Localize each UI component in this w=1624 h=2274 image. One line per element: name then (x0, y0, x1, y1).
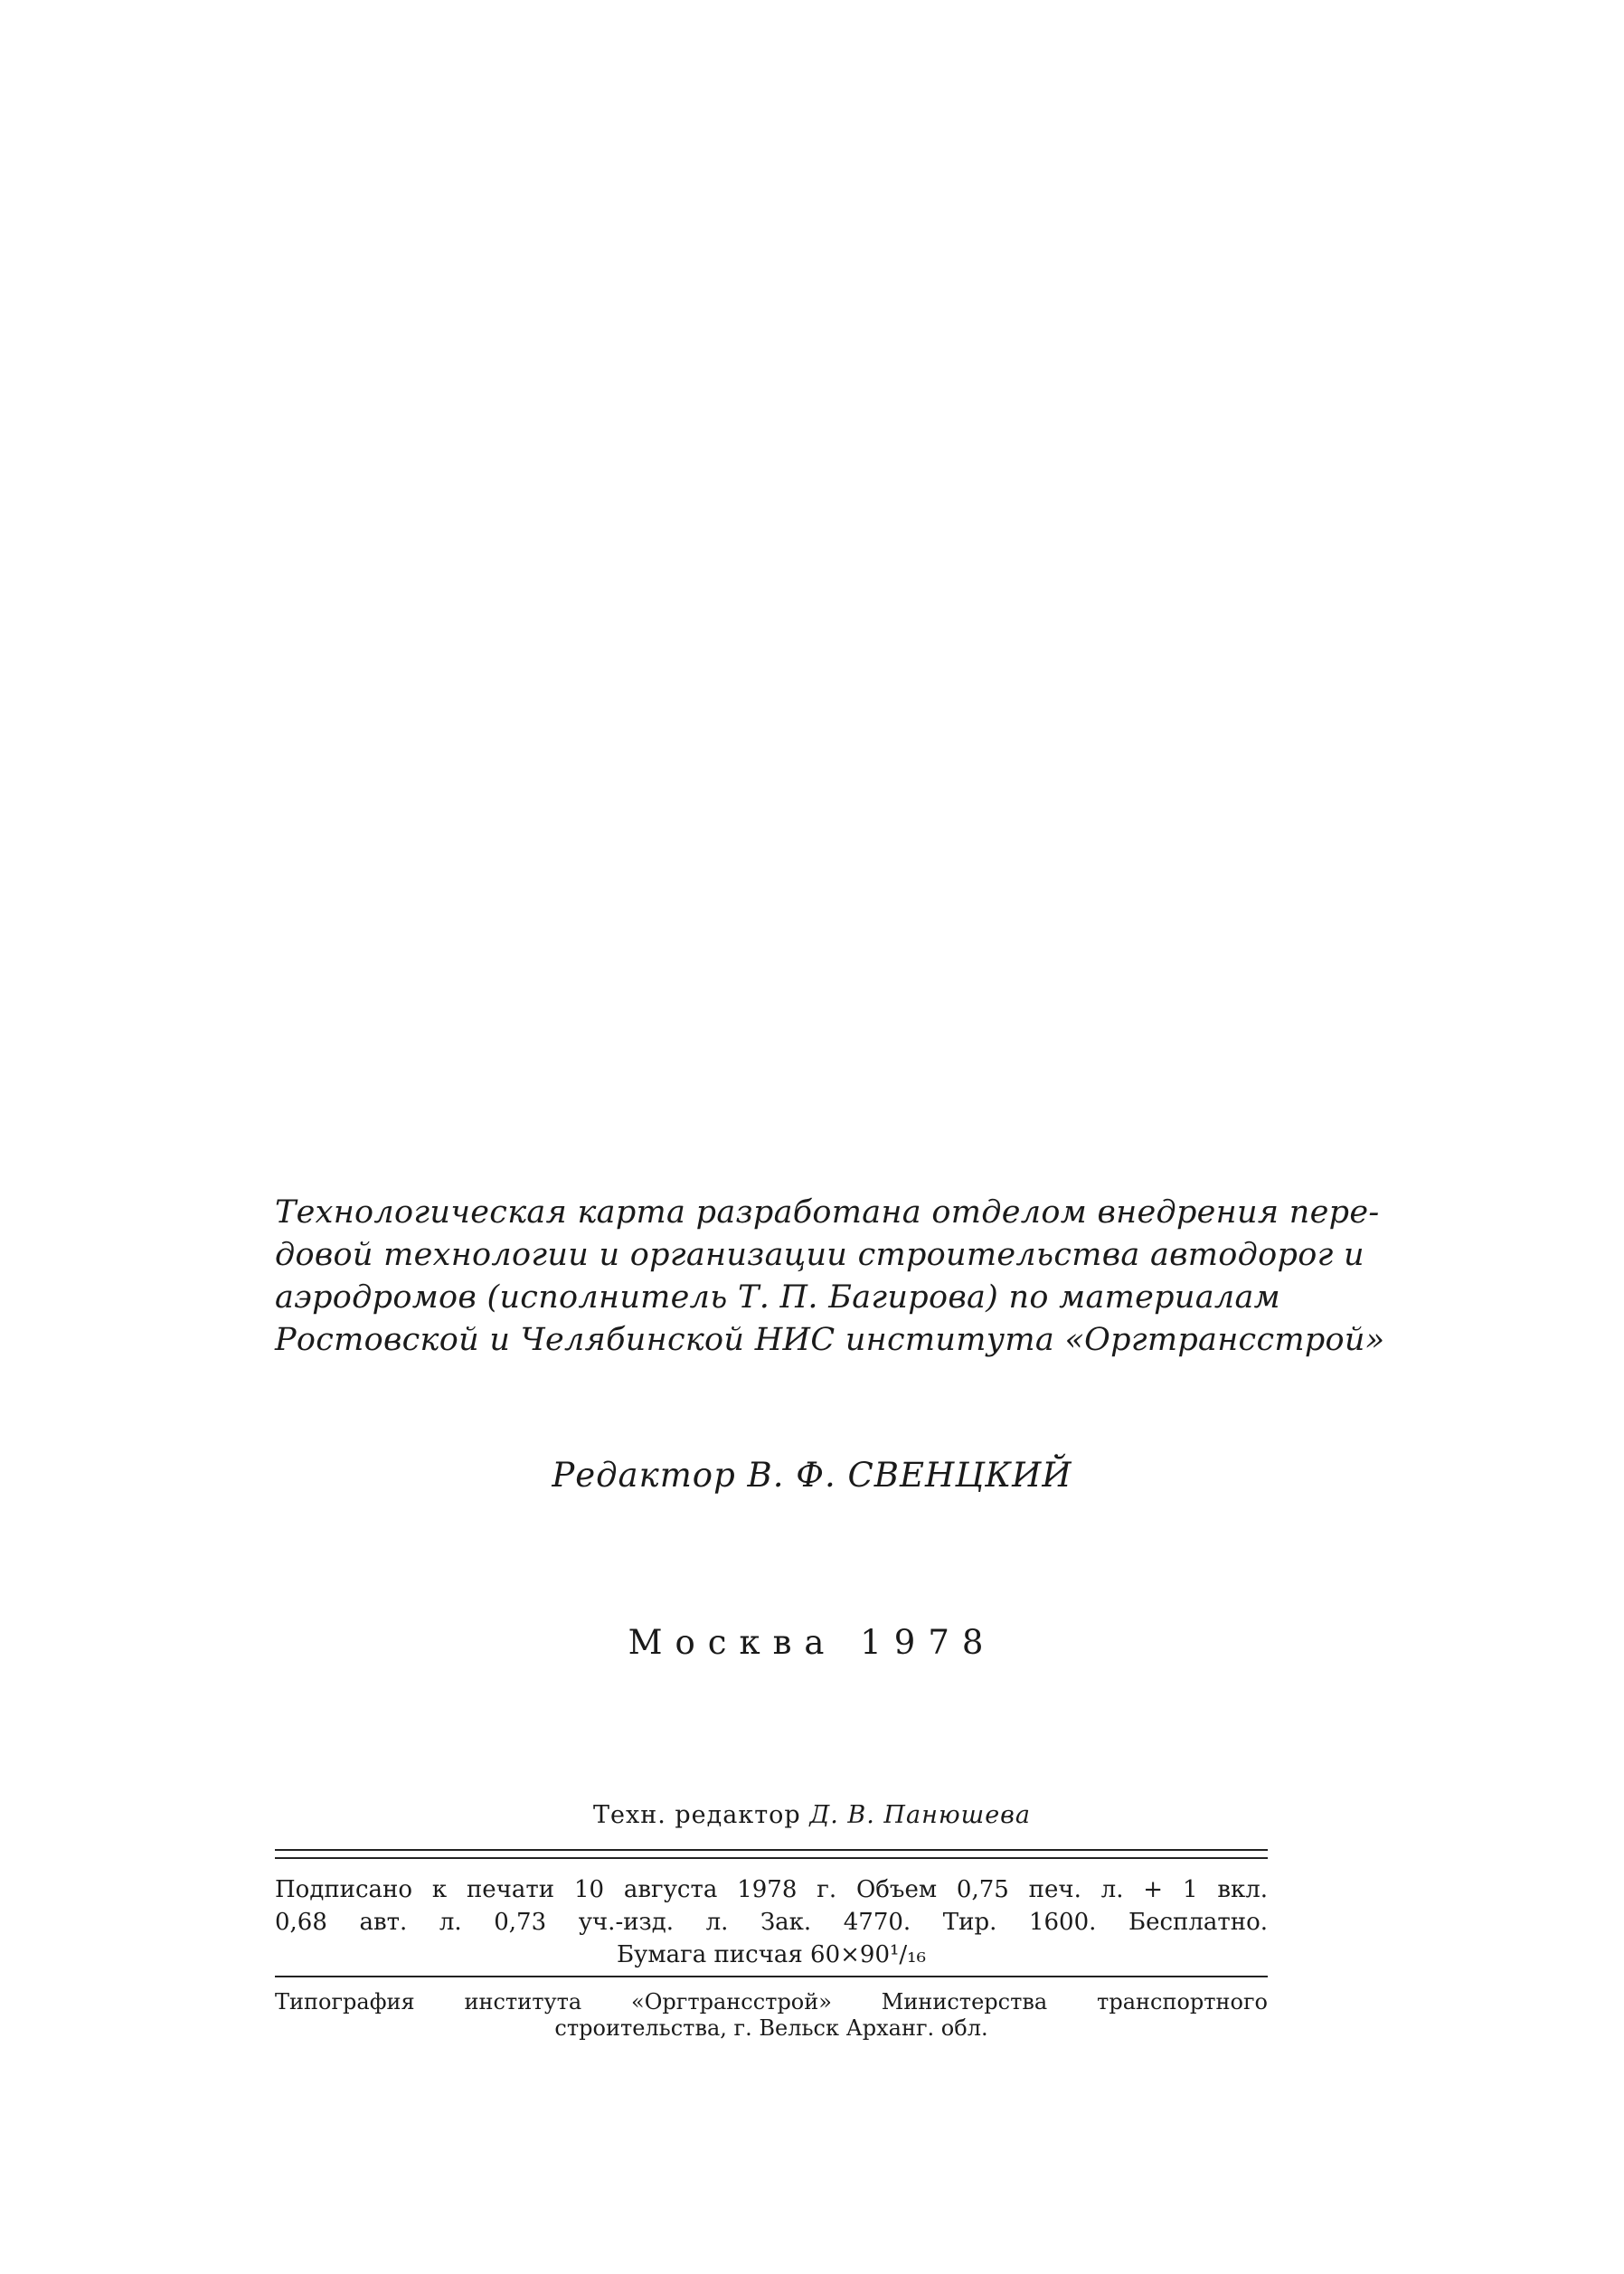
credits-line: Ростовской и Челябинской НИС института «Оргтрансстрой» (275, 1322, 1385, 1358)
single-rule-divider (275, 1976, 1268, 1977)
printer-line: Типография института «Оргтрансстрой» Министерства транспортного (275, 1989, 1268, 2015)
imprint-block (275, 1873, 1268, 1971)
imprint-line: Подписано к печати 10 августа 1978 г. Объем 0,75 печ. л. + 1 вкл. (275, 1876, 1268, 1903)
editor-credit: Редактор В. Ф. СВЕНЦКИЙ (552, 1456, 1072, 1495)
city-year: Москва 1978 (628, 1623, 996, 1662)
printer-block (275, 1989, 1268, 2042)
credits-paragraph (275, 1192, 1385, 1362)
imprint-line: 0,68 авт. л. 0,73 уч.-изд. л. Зак. 4770. Тир. 1600. Бесплатно. (275, 1909, 1268, 1936)
printer-line: строительства, г. Вельск Арханг. обл. (554, 2015, 988, 2041)
tech-editor-name: Д. В. Панюшева (809, 1801, 1031, 1829)
imprint-line: Бумага писчая 60×90¹/₁₆ (616, 1941, 927, 1968)
credits-line: довой технологии и организации строительства автодорог и (275, 1237, 1364, 1273)
tech-editor-label: Техн. редактор (593, 1801, 801, 1829)
credits-line: Технологическая карта разработана отделом внедрения пере- (275, 1194, 1380, 1231)
tech-editor-credit (0, 1801, 1624, 1829)
credits-line: аэродромов (исполнитель Т. П. Багирова) по материалам (275, 1279, 1280, 1316)
double-rule-divider (275, 1849, 1268, 1859)
